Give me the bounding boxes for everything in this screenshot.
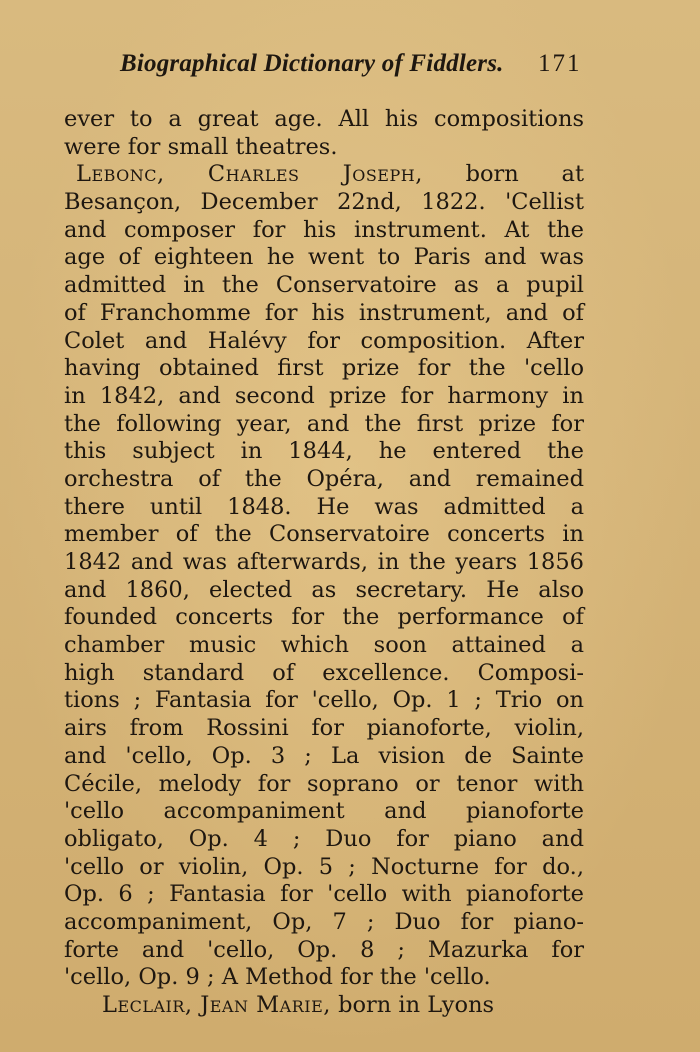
- text-line: accompaniment, Op, 7 ; Duo for piano-: [64, 908, 584, 935]
- text-line: the following year, and the first prize for: [64, 410, 584, 437]
- running-title: Biographical Dictionary of Fiddlers.: [120, 50, 504, 77]
- text-line: admitted in the Conservatoire as a pupil: [64, 272, 584, 299]
- text-line: 'cello or violin, Op. 5 ; Nocturne for do.,: [64, 853, 584, 880]
- text-line: in 1842, and second prize for harmony in: [64, 382, 584, 409]
- text-line: 'cello, Op. 9 ; A Method for the 'cello.: [64, 964, 491, 991]
- text-line: chamber music which soon attained a: [64, 632, 584, 659]
- entry-text: born at: [422, 161, 584, 188]
- text-line: Besançon, December 22nd, 1822. 'Cellist: [64, 189, 584, 216]
- text-line: 'cello accompaniment and pianoforte: [64, 798, 584, 825]
- text-line: forte and 'cello, Op. 8 ; Mazurka for: [64, 936, 584, 963]
- entry-name: Leclair, Jean Marie,: [102, 992, 331, 1018]
- text-line: orchestra of the Opéra, and remained: [64, 465, 584, 492]
- text-line: Cécile, melody for soprano or tenor with: [64, 770, 584, 797]
- text-line: and composer for his instrument. At the: [64, 216, 584, 243]
- running-head: [0, 44, 700, 84]
- text-line: there until 1848. He was admitted a: [64, 493, 584, 520]
- text-line: ever to a great age. All his compositions: [64, 106, 584, 132]
- text-line: Colet and Halévy for composition. After: [64, 327, 584, 354]
- text-line: 1842 and was afterwards, in the years 1856: [64, 549, 584, 575]
- text-line: age of eighteen he went to Paris and was: [64, 244, 584, 271]
- text-line: obligato, Op. 4 ; Duo for piano and: [64, 825, 584, 852]
- entry-heading-leclair: [64, 992, 584, 1020]
- text-line: were for small theatres.: [64, 133, 338, 160]
- text-line: founded concerts for the performance of: [64, 604, 584, 631]
- text-line: having obtained first prize for the 'cello: [64, 355, 584, 382]
- text-line: Op. 6 ; Fantasia for 'cello with pianoforte: [64, 881, 584, 908]
- text-line: airs from Rossini for pianoforte, violin,: [64, 715, 584, 742]
- entry-name: Lebonc, Charles Joseph,: [76, 161, 423, 188]
- text-line: and 'cello, Op. 3 ; La vision de Sainte: [64, 742, 584, 769]
- text-line: high standard of excellence. Composi-: [64, 659, 584, 686]
- text-line: this subject in 1844, he entered the: [64, 438, 584, 465]
- text-line: of Franchomme for his instrument, and of: [64, 299, 584, 326]
- entry-heading-lebonc: [64, 161, 584, 189]
- entry-text: born in Lyons: [330, 992, 495, 1018]
- text-line: tions ; Fantasia for 'cello, Op. 1 ; Trio on: [64, 687, 584, 714]
- text-line: member of the Conservatoire concerts in: [64, 521, 584, 548]
- text-line: and 1860, elected as secretary. He also: [64, 576, 584, 603]
- body-text: [64, 106, 584, 1020]
- page-number: 171: [538, 50, 582, 77]
